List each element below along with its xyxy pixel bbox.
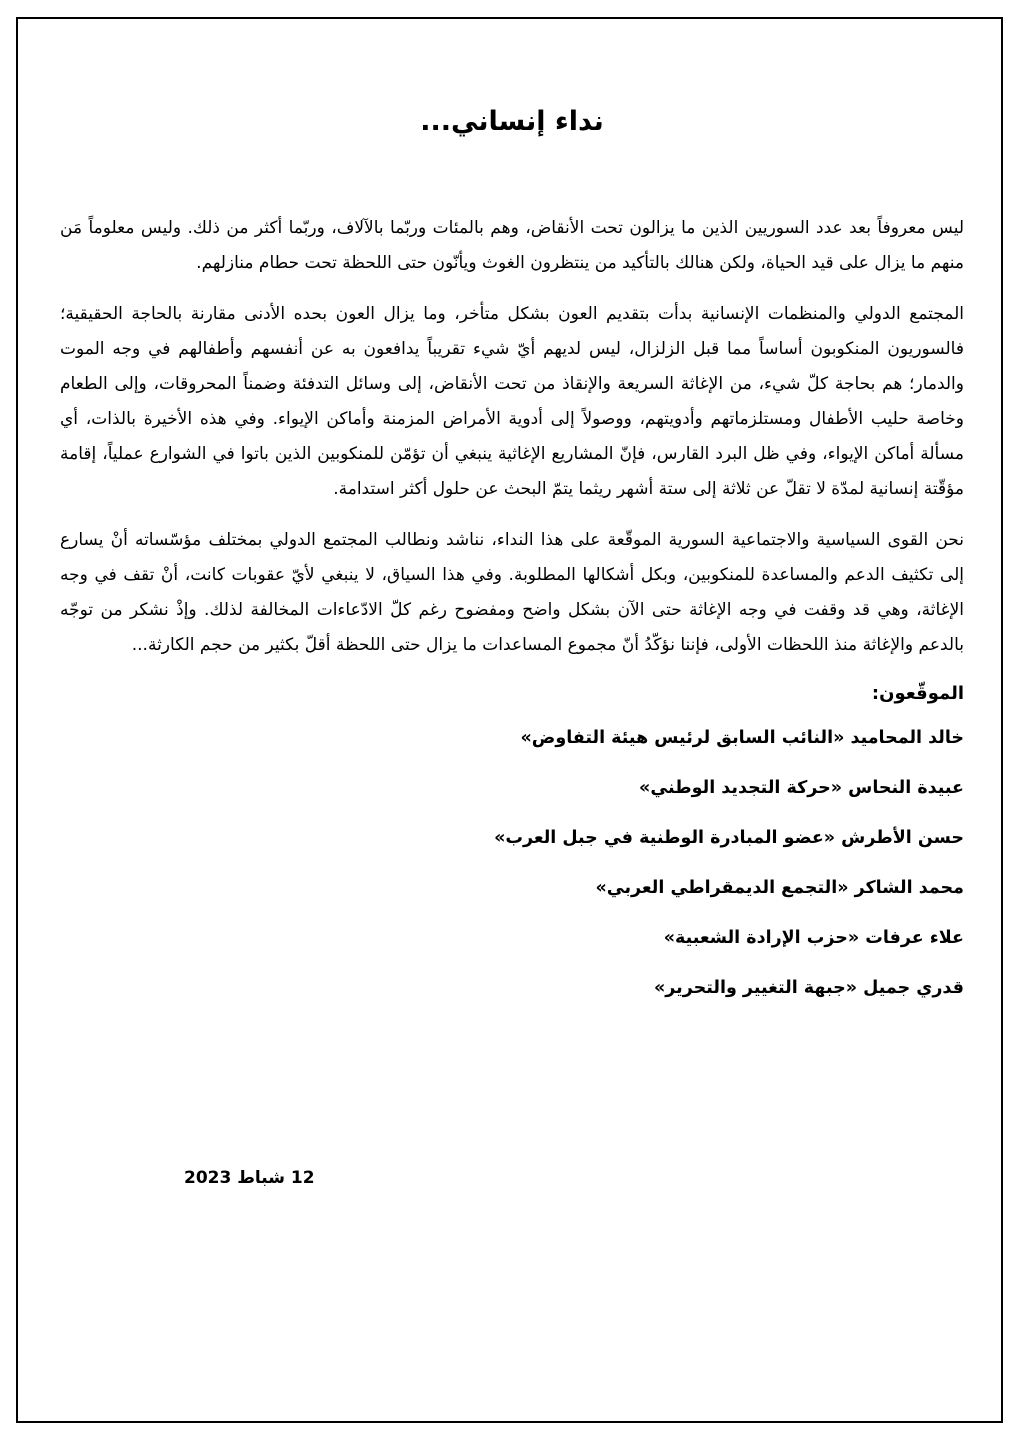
signatory-item: حسن الأطرش «عضو المبادرة الوطنية في جبل العرب»: [494, 828, 964, 849]
signatories-heading: الموقّعون:: [871, 683, 964, 705]
signatory-item: قدري جميل «جبهة التغيير والتحرير»: [653, 978, 964, 999]
document-body: [60, 104, 964, 1026]
paragraph-appeal: نحن القوى السياسية والاجتماعية السورية الموقّعة على هذا النداء، نناشد ونطالب المجتمع الدولي بمختلف مؤسّساته أنْ يسارع إلى تكثيف الدعم والمساعدة للمنكوبين، وبكل أشكالها المطلوبة. وفي هذا السياق، لا ينبغي لأيّ عقوبات كانت، أنْ تقف في وجه الإغاثة، وهي قد وقفت في وجه الإغاثة حتى الآن بشكل واضح ومفضوح رغم كلّ الادّعاءات المخالفة لذلك. وإذْ نشكر من توجّه بالدعم والإغاثة منذ اللحظات الأولى، فإننا نؤكّدُ أنّ مجموع المساعدات ما يزال حتى اللحظة أقلّ بكثير من حجم الكارثة...: [60, 530, 964, 656]
document-title: نداء إنساني...: [420, 106, 604, 137]
paragraph-intro: ليس معروفاً بعد عدد السوريين الذين ما يزالون تحت الأنقاض، وهم بالمئات وربّما بالآلاف، وربّما أكثر من ذلك. وليس معلوماً مَن منهم ما يزال على قيد الحياة، ولكن هنالك بالتأكيد من ينتظرون الغوث ويأنّون حتى اللحظة تحت حطام منازلهم.: [60, 218, 964, 274]
signatories-list: [60, 726, 964, 1000]
signatory-item: عبيدة النحاس «حركة التجديد الوطني»: [639, 778, 964, 799]
signatory-item: علاء عرفات «حزب الإرادة الشعبية»: [663, 928, 964, 949]
paragraph-needs: المجتمع الدولي والمنظمات الإنسانية بدأت بتقديم العون بشكل متأخر، وما يزال العون بحده الأدنى مقارنة بالحاجة الحقيقية؛ فالسوريون المنكوبون أساساً مما قبل الزلزال، ليس لديهم أيّ شيء تقريباً يدافعون به عن أنفسهم وأطفالهم في وجه الموت والدمار؛ هم بحاجة كلّ شيء، من الإغاثة السريعة والإنقاذ من تحت الأنقاض، إلى وسائل التدفئة وضمناً المحروقات، وإلى الطعام وخاصة حليب الأطفال ومستلزماتهم وأدويتهم، ووصولاً إلى أدوية الأمراض المزمنة وأماكن الإيواء. وفي هذه الأخيرة بالذات، أي مسألة أماكن الإيواء، وفي ظل البرد القارس، فإنّ المشاريع الإغاثية ينبغي أن تؤمّن للمنكوبين الذين باتوا في الشوارع عملياً، إقامة مؤقّتة إنسانية لمدّة لا تقلّ عن ثلاثة إلى ستة أشهر ريثما يتمّ البحث عن حلول أكثر استدامة.: [60, 304, 964, 500]
signatory-item: خالد المحاميد «النائب السابق لرئيس هيئة التفاوض»: [520, 728, 964, 749]
signatory-item: محمد الشاكر «التجمع الديمقراطي العربي»: [595, 878, 964, 899]
document-date: 12 شباط 2023: [184, 1168, 315, 1188]
